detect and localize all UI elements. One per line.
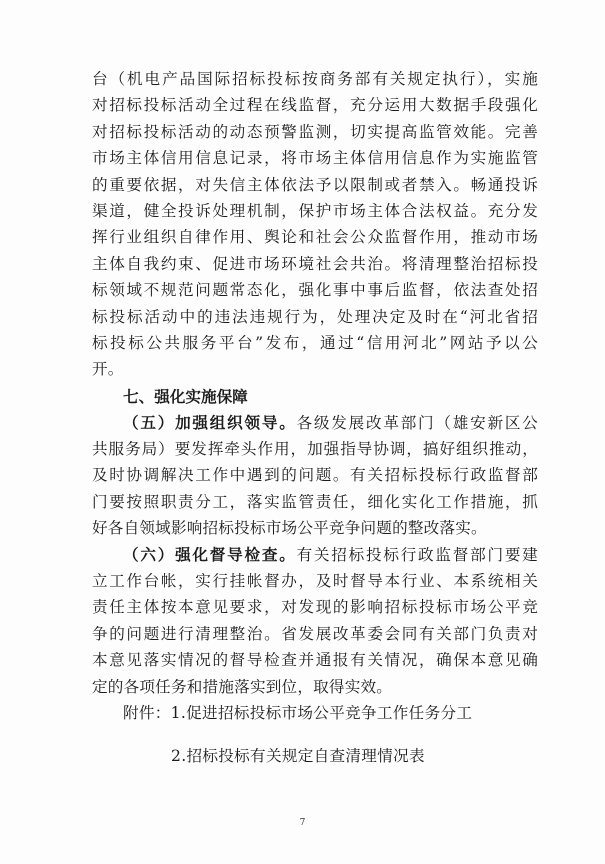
- attachment-1: 附件：1.促进招标投标市场公平竞争工作任务分工: [123, 703, 473, 722]
- text-line: 对招标投标活动全过程在线监督，充分运用大数据手段强化: [92, 96, 538, 115]
- text-line: 台（机电产品国际招标投标按商务部有关规定执行），实施: [92, 70, 538, 88]
- text-line: 标投标公共服务平台”发布，通过“信用河北”网站予以公: [92, 333, 538, 352]
- document-body: [92, 66, 538, 769]
- text-line: 好各自领域影响招标投标市场公平竞争问题的整改落实。: [92, 519, 487, 538]
- section-heading: 七、强化实施保障: [123, 386, 248, 406]
- text-fragment: 各级发展改革部门（雄安新区公: [296, 413, 538, 432]
- paragraph-2: [92, 410, 538, 542]
- paragraph-1: [92, 66, 538, 383]
- text-line: 渠道，健全投诉处理机制，保护市场主体合法权益。充分发: [92, 201, 538, 220]
- text-line: 立工作台帐，实行挂帐督办，及时督导本行业、本系统相关: [92, 572, 538, 591]
- page-number: 7: [299, 818, 306, 828]
- text-line: 争的问题进行清理整治。省发展改革委会同有关部门负责对: [92, 624, 538, 643]
- text-line: 标投标活动中的违法违规行为，处理决定及时在“河北省招: [92, 307, 538, 326]
- text-line: 的重要依据，对失信主体依法予以限制或者禁入。畅通投诉: [92, 175, 538, 194]
- text-line: 共服务局）要发挥牵头作用，加强指导协调，搞好组织推动，: [92, 440, 538, 459]
- text-fragment: 有关招标投标行政监督部门要建: [296, 545, 538, 564]
- text-line: 挥行业组织自律作用、舆论和社会公众监督作用，推动市场: [92, 228, 538, 247]
- paragraph-3: [92, 542, 538, 700]
- text-line: 及时协调解决工作中遇到的问题。有关招标投标行政监督部: [92, 466, 538, 485]
- text-line: 主体自我约束、促进市场环境社会共治。将清理整治招标投: [92, 254, 538, 273]
- text-line: [92, 410, 538, 436]
- text-line: 门要按照职责分工，落实监管责任，细化实化工作措施，抓: [92, 492, 538, 511]
- text-line: 责任主体按本意见要求，对发现的影响招标投标市场公平竞: [92, 598, 538, 617]
- attachment-2: 2.招标投标有关规定自查清理情况表: [171, 746, 425, 765]
- text-line: 标领域不规范问题常态化，强化事中事后监督，依法查处招: [92, 281, 538, 300]
- text-line: 对招标投标活动的动态预警监测，切实提高监管效能。完善: [92, 122, 538, 141]
- paragraph-lead: （五）加强组织领导。: [123, 412, 297, 432]
- text-line: 定的各项任务和措施落实到位，取得实效。: [92, 677, 393, 696]
- paragraph-lead: （六）强化督导检查。: [123, 544, 297, 564]
- text-line: 市场主体信用信息记录，将市场主体信用信息作为实施监管: [92, 149, 538, 168]
- text-line: 开。: [92, 360, 124, 379]
- text-line: [92, 542, 538, 568]
- text-line: 本意见落实情况的督导检查并通报有关情况，确保本意见确: [92, 651, 538, 670]
